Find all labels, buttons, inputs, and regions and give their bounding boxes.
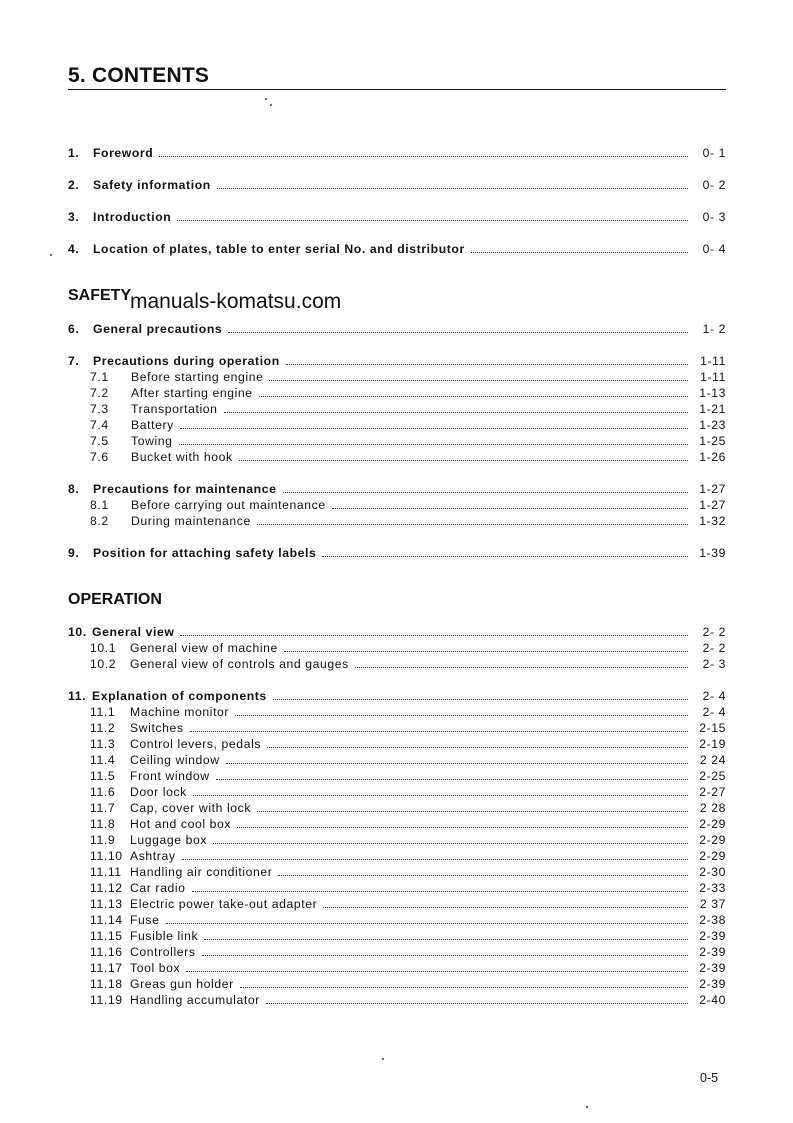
toc-entry-number: 10.1	[90, 641, 117, 655]
dot-leader	[259, 396, 688, 397]
toc-entry-number: 8.	[68, 482, 80, 496]
toc-entry-label: General view of machine	[130, 641, 278, 655]
toc-entry-label: Foreword	[93, 146, 154, 160]
toc-entry-label: Front window	[130, 769, 210, 783]
toc-entry-number: 10.	[68, 625, 87, 639]
watermark-text: manuals-komatsu.com	[130, 290, 342, 313]
toc-subentry[interactable]	[68, 833, 726, 849]
toc-entry-page: 1-27	[699, 498, 726, 512]
dot-leader	[269, 380, 688, 381]
page-number: 0-5	[700, 1071, 719, 1085]
toc-entry-page: 2-39	[699, 945, 726, 959]
toc-entry[interactable]	[68, 625, 726, 641]
toc-entry-page: 1-26	[699, 450, 726, 464]
toc-entry-label: Cap, cover with lock	[130, 801, 252, 815]
toc-subentry[interactable]	[68, 418, 726, 434]
toc-entry-page: 0- 4	[702, 242, 726, 256]
dot-leader	[239, 460, 688, 461]
dot-leader	[237, 827, 688, 828]
dot-leader	[257, 811, 688, 812]
dot-leader	[322, 556, 688, 557]
toc-entry[interactable]	[68, 322, 726, 338]
dot-leader	[283, 492, 689, 493]
toc-entry-label: After starting engine	[131, 386, 253, 400]
dot-leader	[266, 1003, 688, 1004]
dot-leader	[278, 875, 688, 876]
dot-leader	[202, 955, 688, 956]
toc-entry-number: 2.	[68, 178, 80, 192]
toc-entry-label: Precautions for maintenance	[93, 482, 277, 496]
toc-entry-number: 11.15	[90, 929, 123, 943]
toc-entry-page: 0- 2	[702, 178, 726, 192]
toc-entry-page: 2-29	[699, 849, 726, 863]
dot-leader	[286, 364, 688, 365]
toc-entry-label: Hot and cool box	[130, 817, 232, 831]
toc-entry-page: 2 37	[699, 897, 726, 911]
toc-entry-number: 11.6	[90, 785, 116, 799]
toc-entry-number: 7.5	[90, 434, 109, 448]
toc-entry-label: Handling accumulator	[130, 993, 260, 1007]
toc-entry-number: 7.1	[90, 370, 109, 384]
dot-leader	[471, 252, 688, 253]
toc-entry[interactable]	[68, 178, 726, 194]
toc-entry-number: 11.10	[90, 849, 123, 863]
toc-subentry[interactable]	[68, 769, 726, 785]
toc-subentry[interactable]	[68, 737, 726, 753]
toc-subentry[interactable]	[68, 817, 726, 833]
toc-subentry[interactable]	[68, 913, 726, 929]
toc-entry-number: 11.2	[90, 721, 116, 735]
toc-entry-page: 1- 2	[702, 322, 726, 336]
toc-entry-label: Before carrying out maintenance	[131, 498, 326, 512]
toc-subentry[interactable]	[68, 801, 726, 817]
toc-entry-label: Ceiling window	[130, 753, 220, 767]
dot-leader	[180, 635, 688, 636]
toc-entry-page: 2-29	[699, 817, 726, 831]
scan-speck	[50, 254, 52, 256]
toc-subentry[interactable]	[68, 865, 726, 881]
toc-entry-page: 2-38	[699, 913, 726, 927]
toc-entry-label: Explanation of components	[92, 689, 267, 703]
toc-entry-label: Switches	[130, 721, 184, 735]
toc-entry-label: Introduction	[93, 210, 172, 224]
dot-leader	[204, 939, 688, 940]
toc-entry-label: Bucket with hook	[131, 450, 233, 464]
dot-leader	[323, 907, 688, 908]
toc-entry-page: 1-25	[699, 434, 726, 448]
toc-entry-page: 2-40	[699, 993, 726, 1007]
toc-entry-page: 0- 3	[702, 210, 726, 224]
toc-subentry[interactable]	[68, 785, 726, 801]
dot-leader	[177, 220, 688, 221]
toc-entry-number: 11.9	[90, 833, 116, 847]
dot-leader	[284, 651, 688, 652]
toc-subentry[interactable]	[68, 945, 726, 961]
toc-entry-label: Precautions during operation	[93, 354, 280, 368]
toc-entry-page: 1-21	[699, 402, 726, 416]
toc-subentry[interactable]	[68, 657, 726, 673]
section-heading-safety: SAFETY	[68, 287, 132, 304]
toc-entry-number: 11.1	[90, 705, 116, 719]
dot-leader	[226, 763, 688, 764]
dot-leader	[159, 156, 688, 157]
toc-subentry[interactable]	[68, 641, 726, 657]
dot-leader	[235, 715, 688, 716]
scan-speck	[382, 1058, 384, 1060]
toc-entry-label: Controllers	[130, 945, 196, 959]
toc-entry-page: 2-27	[699, 785, 726, 799]
toc-entry-number: 11.7	[90, 801, 116, 815]
section-heading-operation: OPERATION	[68, 591, 162, 608]
toc-entry[interactable]	[68, 546, 726, 562]
toc-entry-label: Location of plates, table to enter serial No. and distributor	[93, 242, 465, 256]
toc-entry-label: Handling air conditioner	[130, 865, 273, 879]
toc-subentry[interactable]	[68, 370, 726, 386]
toc-entry-label: General view	[92, 625, 175, 639]
dot-leader	[186, 971, 688, 972]
toc-entry-page: 2- 2	[702, 625, 726, 639]
toc-entry-number: 8.2	[90, 514, 109, 528]
dot-leader	[190, 731, 688, 732]
toc-subentry[interactable]	[68, 402, 726, 418]
toc-subentry[interactable]	[68, 386, 726, 402]
toc-entry-number: 11.12	[90, 881, 123, 895]
toc-entry-number: 11.14	[90, 913, 123, 927]
toc-entry-label: Tool box	[130, 961, 181, 975]
toc-entry-page: 2-39	[699, 961, 726, 975]
dot-leader	[355, 667, 688, 668]
title-underline	[68, 89, 726, 90]
toc-entry-label: Fusible link	[130, 929, 199, 943]
toc-entry-page: 2-15	[699, 721, 726, 735]
toc-entry-page: 0- 1	[702, 146, 726, 160]
toc-subentry[interactable]	[68, 434, 726, 450]
toc-entry-number: 7.	[68, 354, 80, 368]
dot-leader	[240, 987, 688, 988]
dot-leader	[213, 843, 688, 844]
toc-entry-label: General precautions	[93, 322, 223, 336]
toc-entry-number: 6.	[68, 322, 80, 336]
toc-entry-page: 2 28	[699, 801, 726, 815]
toc-entry-page: 1-11	[700, 354, 726, 368]
toc-entry[interactable]	[68, 146, 726, 162]
toc-entry-page: 1-13	[699, 386, 726, 400]
scan-speck	[265, 98, 267, 100]
toc-entry[interactable]	[68, 242, 726, 258]
toc-entry-page: 2- 4	[702, 689, 726, 703]
toc-entry-label: Safety information	[93, 178, 211, 192]
toc-subentry[interactable]	[68, 498, 726, 514]
toc-entry-number: 7.4	[90, 418, 109, 432]
toc-subentry[interactable]	[68, 705, 726, 721]
toc-entry-label: Electric power take-out adapter	[130, 897, 318, 911]
toc-entry-number: 11.4	[90, 753, 116, 767]
dot-leader	[267, 747, 688, 748]
toc-entry-number: 11.8	[90, 817, 116, 831]
toc-entry-page: 1-27	[699, 482, 726, 496]
dot-leader	[257, 524, 688, 525]
toc-entry-number: 11.17	[90, 961, 123, 975]
dot-leader	[192, 891, 688, 892]
toc-entry-label: Car radio	[130, 881, 186, 895]
toc-entry-number: 8.1	[90, 498, 109, 512]
dot-leader	[224, 412, 688, 413]
toc-subentry[interactable]	[68, 450, 726, 466]
toc-entry-number: 10.2	[90, 657, 117, 671]
toc-entry-label: General view of controls and gauges	[130, 657, 349, 671]
toc-entry-label: Battery	[131, 418, 174, 432]
toc-entry-page: 2-39	[699, 929, 726, 943]
toc-entry-number: 11.3	[90, 737, 116, 751]
toc-subentry[interactable]	[68, 849, 726, 865]
toc-entry-number: 11.	[68, 689, 87, 703]
toc-entry-page: 2- 4	[702, 705, 726, 719]
toc-entry-number: 9.	[68, 546, 80, 560]
toc-entry-number: 7.2	[90, 386, 109, 400]
toc-entry-number: 11.11	[90, 865, 122, 879]
toc-subentry[interactable]	[68, 961, 726, 977]
toc-entry-label: Control levers, pedals	[130, 737, 262, 751]
toc-entry-number: 11.5	[90, 769, 116, 783]
toc-entry-page: 1-39	[699, 546, 726, 560]
toc-entry-label: Before starting engine	[131, 370, 264, 384]
toc-entry-page: 2-25	[699, 769, 726, 783]
dot-leader	[332, 508, 688, 509]
toc-subentry[interactable]	[68, 721, 726, 737]
toc-entry-page: 2- 3	[702, 657, 726, 671]
toc-entry-page: 2-19	[699, 737, 726, 751]
toc-entry-label: Greas gun holder	[130, 977, 234, 991]
toc-subentry[interactable]	[68, 753, 726, 769]
scan-speck	[270, 104, 272, 106]
toc-subentry[interactable]	[68, 993, 726, 1009]
toc-entry-number: 1.	[68, 146, 80, 160]
toc-entry-label: Door lock	[130, 785, 187, 799]
toc-entry[interactable]	[68, 482, 726, 498]
toc-subentry[interactable]	[68, 897, 726, 913]
toc-entry-label: Ashtray	[130, 849, 176, 863]
dot-leader	[273, 699, 688, 700]
toc-subentry[interactable]	[68, 881, 726, 897]
toc-entry-page: 2- 2	[702, 641, 726, 655]
toc-entry-number: 3.	[68, 210, 80, 224]
dot-leader	[182, 859, 688, 860]
toc-entry-page: 1-32	[699, 514, 726, 528]
toc-entry-label: Transportation	[131, 402, 218, 416]
page-title: 5. CONTENTS	[68, 64, 210, 87]
toc-subentry[interactable]	[68, 977, 726, 993]
toc-entry-number: 11.18	[90, 977, 123, 991]
toc-entry-page: 2 24	[699, 753, 726, 767]
toc-subentry[interactable]	[68, 514, 726, 530]
toc-entry-label: Position for attaching safety labels	[93, 546, 317, 560]
toc-entry-number: 7.6	[90, 450, 109, 464]
scan-speck	[586, 1106, 588, 1108]
dot-leader	[180, 428, 688, 429]
toc-entry-page: 2-29	[699, 833, 726, 847]
toc-entry[interactable]	[68, 210, 726, 226]
toc-entry-page: 2-39	[699, 977, 726, 991]
toc-entry-number: 11.19	[90, 993, 123, 1007]
toc-entry-number: 7.3	[90, 402, 109, 416]
toc-entry-number: 11.16	[90, 945, 123, 959]
toc-entry-label: Fuse	[130, 913, 160, 927]
toc-entry-label: Machine monitor	[130, 705, 230, 719]
toc-entry-number: 11.13	[90, 897, 123, 911]
toc-entry[interactable]	[68, 354, 726, 370]
dot-leader	[166, 923, 689, 924]
toc-entry-page: 1-23	[699, 418, 726, 432]
dot-leader	[216, 779, 688, 780]
toc-subentry[interactable]	[68, 929, 726, 945]
toc-entry-label: Luggage box	[130, 833, 208, 847]
dot-leader	[193, 795, 688, 796]
dot-leader	[217, 188, 688, 189]
toc-entry-label: Towing	[131, 434, 173, 448]
dot-leader	[228, 332, 688, 333]
toc-entry-label: During maintenance	[131, 514, 251, 528]
toc-entry-number: 4.	[68, 242, 80, 256]
toc-entry-page: 1-11	[700, 370, 726, 384]
dot-leader	[179, 444, 688, 445]
toc-entry-page: 2-30	[699, 865, 726, 879]
toc-entry-page: 2-33	[699, 881, 726, 895]
toc-entry[interactable]	[68, 689, 726, 705]
